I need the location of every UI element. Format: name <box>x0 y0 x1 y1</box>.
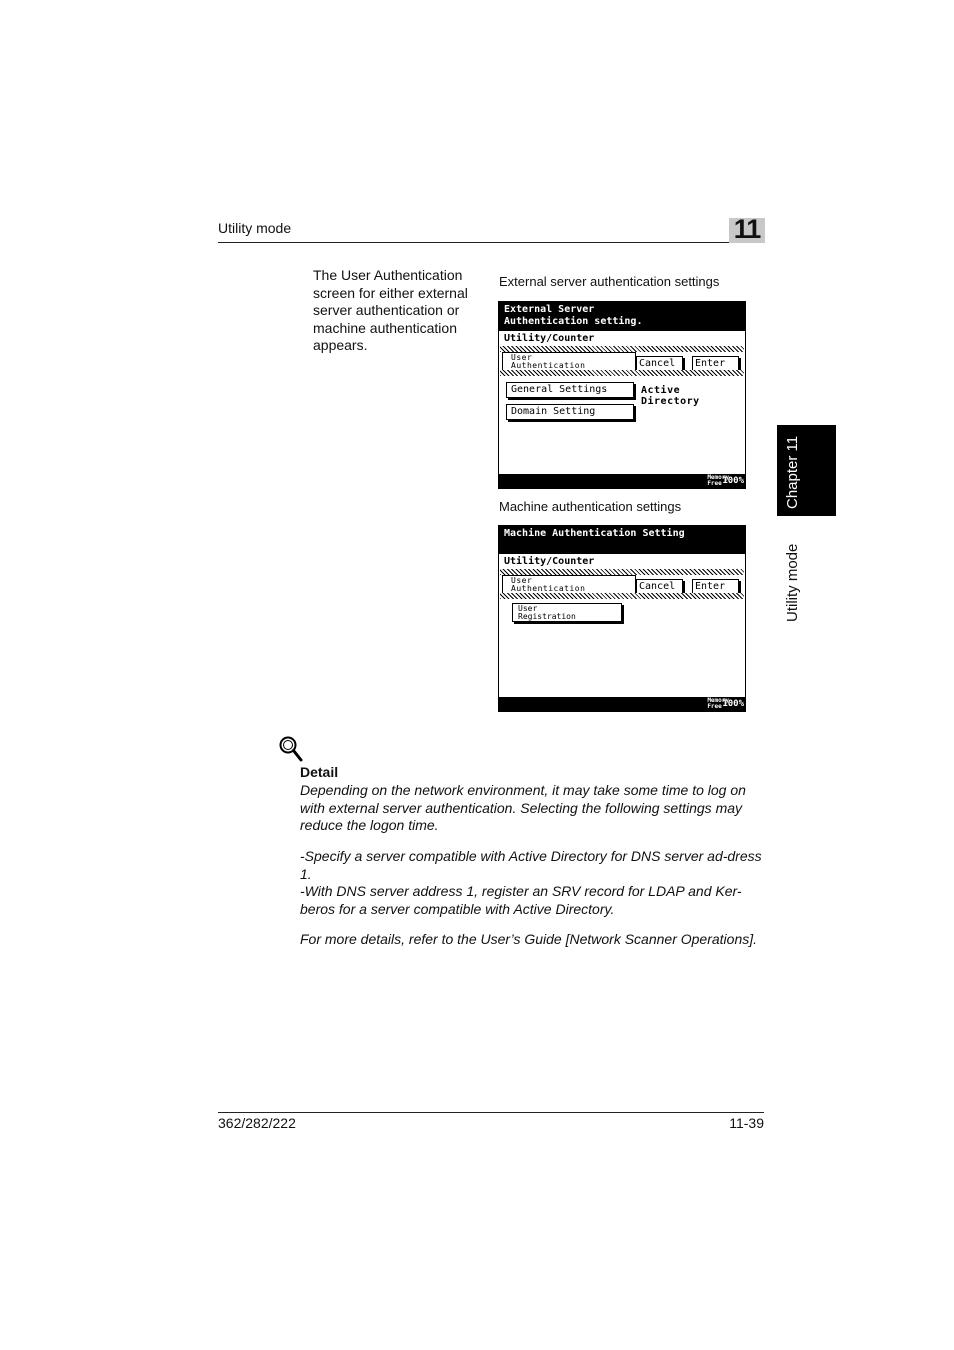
status-bar <box>499 697 745 711</box>
footer-model: 362/282/222 <box>218 1115 296 1131</box>
screen-title-bar <box>499 526 745 554</box>
memory-percent: 100% <box>722 476 744 486</box>
intro-paragraph: The User Authentication screen for either external server authentication or machine authentication appears. <box>313 267 468 353</box>
section-tab-label: Utility mode <box>784 543 801 622</box>
detail-paragraph-2b: -With DNS server address 1, register an SRV record for LDAP and Ker-beros for a server compatible with Active Directory. <box>300 883 742 917</box>
detail-paragraph-2a: -Specify a server compatible with Active Directory for DNS server ad-dress 1. <box>300 848 762 882</box>
detail-heading: Detail <box>300 764 339 780</box>
active-directory-label: Active Directory <box>641 385 700 407</box>
figure2-caption: Machine authentication settings <box>499 499 682 514</box>
tab-label-line2: Authentication <box>511 584 586 593</box>
general-settings-button[interactable]: General Settings <box>506 382 634 398</box>
cancel-button[interactable]: Cancel <box>636 579 683 594</box>
screen-title: Machine Authentication Setting <box>504 528 685 539</box>
memory-free-label: Memory Free <box>707 474 729 487</box>
figure1-caption: External server authentication settings <box>499 274 720 289</box>
breadcrumb: Utility/Counter <box>504 333 595 344</box>
tab-user-authentication[interactable] <box>502 352 636 371</box>
running-header: Utility mode <box>218 220 292 236</box>
user-registration-button[interactable] <box>512 603 622 622</box>
status-bar <box>499 474 745 488</box>
hatch-bar <box>500 593 744 599</box>
domain-setting-button[interactable]: Domain Setting <box>506 404 634 420</box>
cancel-button[interactable]: Cancel <box>636 356 683 371</box>
machine-auth-screen <box>498 525 746 712</box>
screen-title-bar <box>499 302 745 331</box>
enter-button[interactable]: Enter <box>692 356 739 371</box>
tab-label-line1: User <box>511 576 533 585</box>
screen-title-line1: External Server <box>504 304 595 315</box>
user-registration-line1: User <box>518 604 538 613</box>
memory-percent: 100% <box>722 699 744 709</box>
detail-paragraph-3: For more details, refer to the User’s Guide [Network Scanner Operations]. <box>300 931 758 947</box>
hatch-bar <box>500 370 744 376</box>
tab-label-line1: User <box>511 353 533 362</box>
page-number: 11-39 <box>729 1115 764 1131</box>
tab-user-authentication[interactable] <box>502 575 636 594</box>
footer-rule <box>218 1112 764 1113</box>
chapter-tab-label: Chapter 11 <box>784 435 801 509</box>
memory-free-label: Memory Free <box>707 697 729 710</box>
magnifier-icon <box>278 735 304 763</box>
tab-label-line2: Authentication <box>511 361 586 370</box>
screen-title-line2: Authentication setting. <box>504 316 643 327</box>
detail-paragraph-1: Depending on the network environment, it may take some time to log on with external server authentication. Selecting the following settings may reduce the logon time. <box>300 782 746 833</box>
chapter-number: 11 <box>733 214 761 244</box>
breadcrumb: Utility/Counter <box>504 556 595 567</box>
enter-button[interactable]: Enter <box>692 579 739 594</box>
user-registration-line2: Registration <box>518 612 576 621</box>
header-rule <box>218 242 764 243</box>
external-server-screen <box>498 301 746 489</box>
